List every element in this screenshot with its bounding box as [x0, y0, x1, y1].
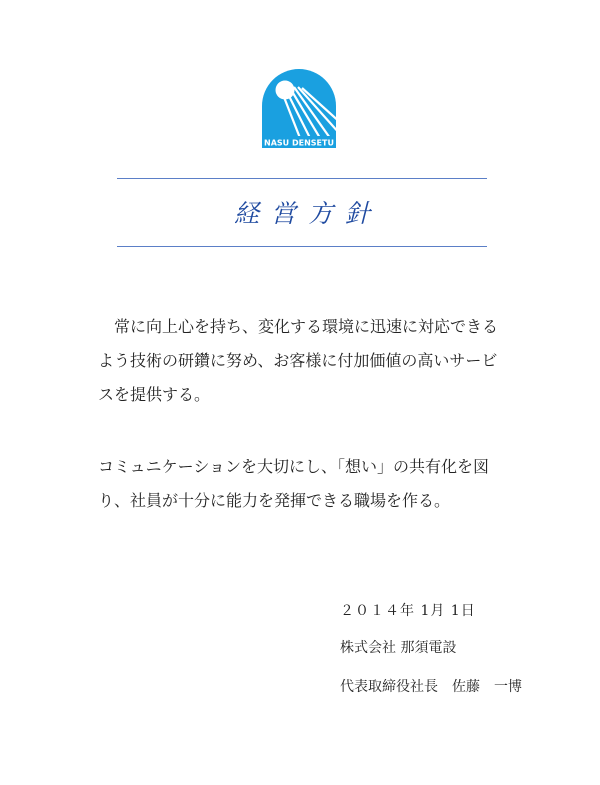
paragraph-line: よう技術の研鑽に努め、お客様に付加価値の高いサービ	[98, 351, 498, 370]
policy-paragraph-1	[98, 310, 528, 412]
paragraph-line: り、社員が十分に能力を発揮できる職場を作る。	[98, 491, 451, 510]
page-title: 経営方針	[233, 199, 382, 228]
signature-representative: 代表取締役社長 佐藤 一博	[340, 679, 522, 695]
policy-paragraph-2	[98, 450, 528, 518]
logo-graphic	[252, 68, 346, 150]
title-bottom-rule	[117, 246, 487, 247]
company-logo	[252, 68, 346, 150]
logo-text: NASU DENSETU	[264, 138, 334, 148]
paragraph-line: コミュニケーションを大切にし、「想い」の共有化を図	[98, 457, 490, 476]
title-top-rule	[117, 178, 487, 179]
signature-company: 株式会社 那須電設	[340, 640, 457, 656]
paragraph-line: 常に向上心を持ち、変化する環境に迅速に対応できる	[114, 317, 499, 336]
paragraph-line: スを提供する。	[98, 385, 211, 404]
signature-date: ２０１４年 1月 1日	[340, 603, 476, 619]
